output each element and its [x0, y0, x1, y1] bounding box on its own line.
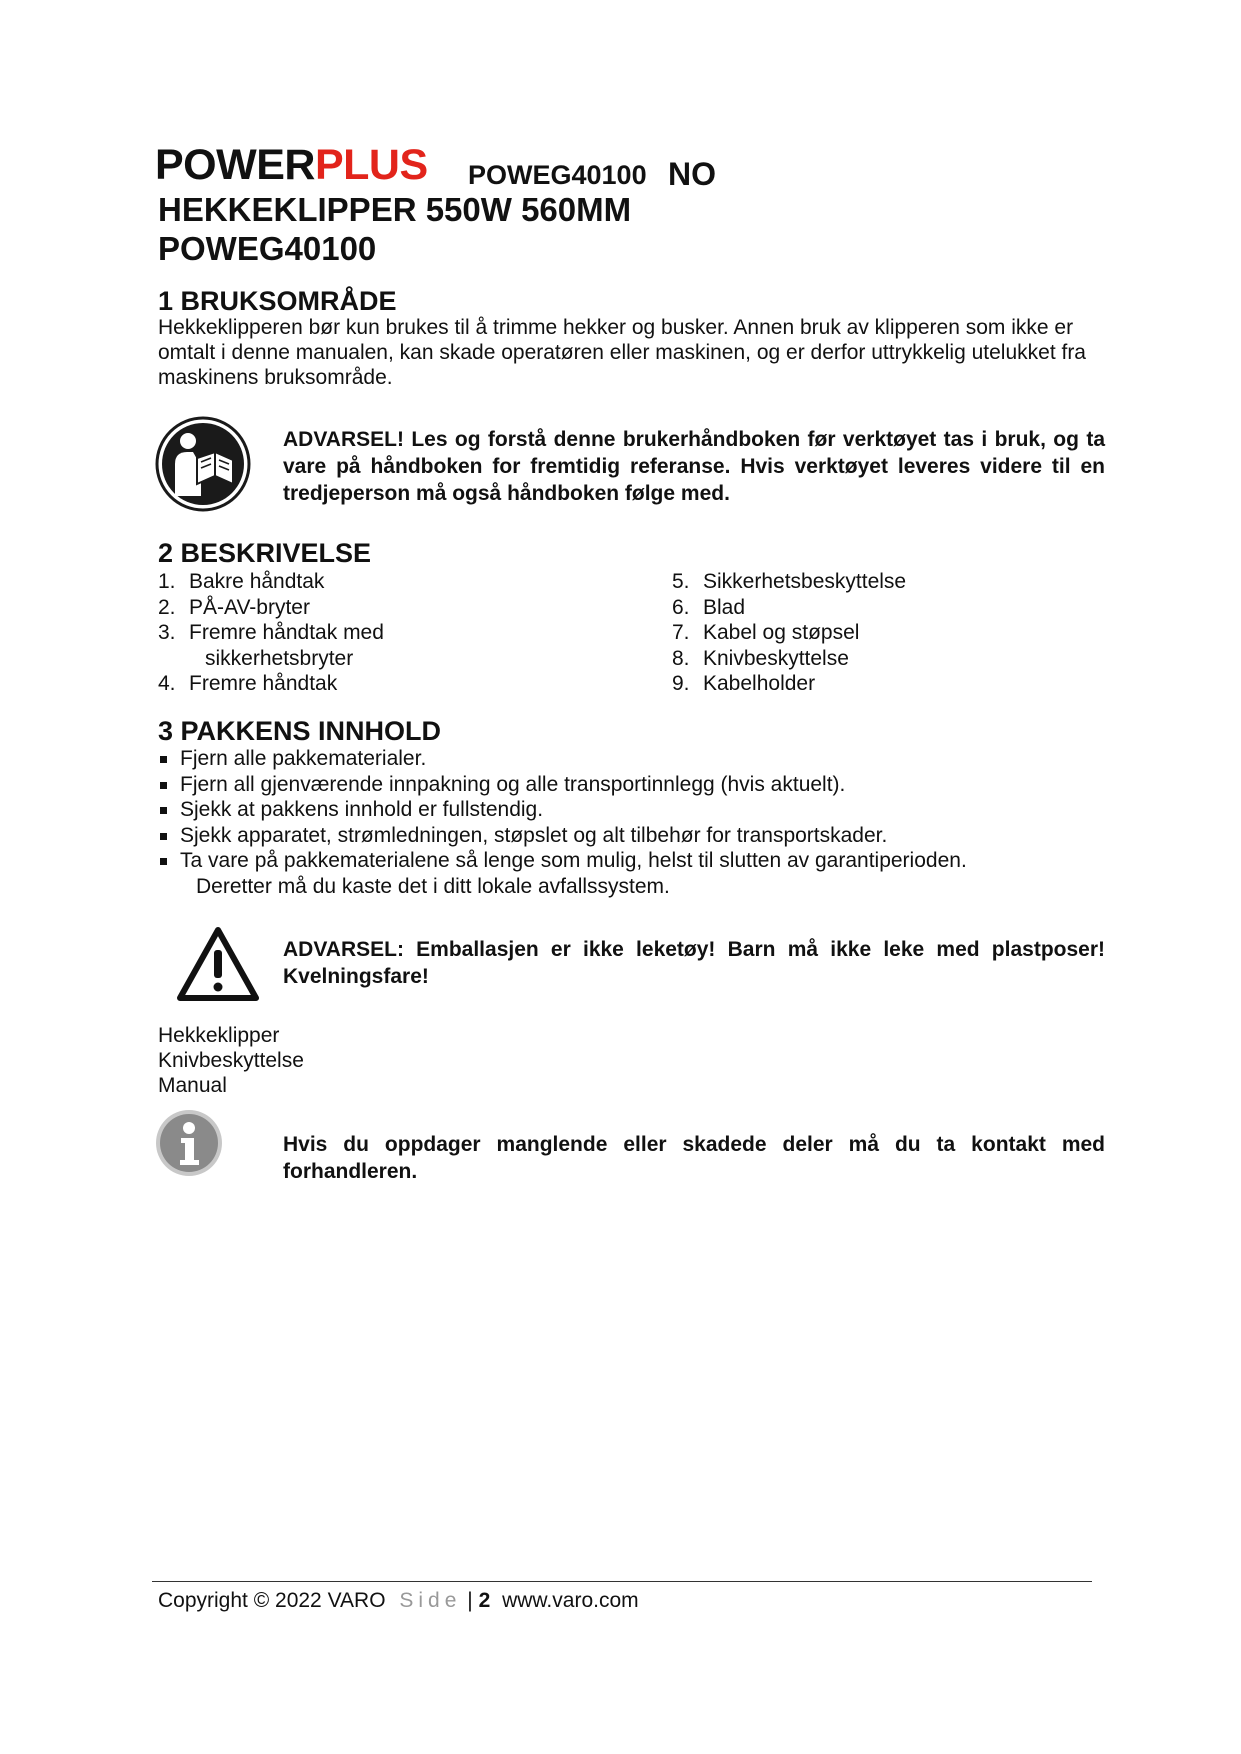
section-3-heading: 3 PAKKENS INNHOLD [158, 716, 442, 746]
bullet-item: Sjekk at pakkens innhold er fullstendig. [158, 797, 967, 823]
section-1-heading: 1 BRUKSOMRÅDE [158, 286, 397, 316]
description-list-left [158, 569, 384, 697]
page-subtitle: POWEG40100 [158, 230, 377, 267]
package-contents-list [158, 1023, 304, 1098]
brand-logo-power: POWER [155, 141, 315, 189]
bullet-item: Fjern all gjenværende innpakning og alle transportinnlegg (hvis aktuelt). [158, 772, 967, 798]
list-item: 3. Fremre håndtak med [158, 621, 384, 644]
read-manual-icon [153, 414, 253, 514]
brand-logo [155, 141, 428, 189]
list-item: 2. PÅ-AV-bryter [158, 595, 310, 619]
page-title: HEKKEKLIPPER 550W 560MM [158, 191, 632, 228]
packaging-warning-text: ADVARSEL: Emballasjen er ikke leketøy! Barn må ikke leke med plastposer! Kvelningsfare! [283, 938, 1105, 988]
info-text: Hvis du oppdager manglende eller skadede deler må du ta kontakt med forhandleren. [283, 1133, 1105, 1183]
list-item: 4. Fremre håndtak [158, 672, 338, 695]
footer-separator: | [467, 1589, 473, 1612]
list-item: 5. Sikkerhetsbeskyttelse [672, 570, 907, 593]
package-bullet-list [158, 746, 967, 899]
section-1-text: Hekkeklipperen bør kun brukes til å trimme hekker og busker. Annen bruk av klipperen som ikke er omtalt i denne manualen, kan skade operatøren eller maskinen, og er derfor uttrykkelig utelukket fra maskinens bruksområde. [158, 316, 1086, 389]
info-icon [154, 1108, 224, 1178]
page-footer [158, 1588, 639, 1613]
list-item: Manual [158, 1074, 227, 1097]
list-item: 7. Kabel og støpsel [672, 621, 860, 644]
footer-divider [152, 1581, 1092, 1582]
list-item-continuation: sikkerhetsbryter [205, 646, 354, 670]
list-item: Knivbeskyttelse [158, 1049, 304, 1072]
warning-triangle-icon [176, 926, 260, 1002]
list-item: 6. Blad [672, 595, 746, 619]
footer-page-number: 2 [478, 1589, 491, 1612]
bullet-item: Fjern alle pakkematerialer. [158, 746, 967, 772]
model-code: POWEG40100 [468, 160, 647, 190]
bullet-item-continuation: Deretter må du kaste det i ditt lokale avfallssystem. [196, 874, 670, 898]
manual-warning-text: ADVARSEL! Les og forstå denne brukerhåndboken før verktøyet tas i bruk, og ta vare på håndboken for fremtidig referanse. Hvis verktøyet leveres videre til en tredjeperson må også håndboken følge med. [283, 428, 1105, 505]
description-list-right [672, 569, 906, 697]
list-item: 9. Kabelholder [672, 672, 816, 695]
footer-side-label: Side [399, 1589, 462, 1612]
list-item: Hekkeklipper [158, 1024, 280, 1047]
bullet-item: Sjekk apparatet, strømledningen, støpslet og alt tilbehør for transportskader. [158, 823, 967, 849]
language-code: NO [668, 156, 716, 192]
section-2-heading: 2 BESKRIVELSE [158, 538, 372, 568]
bullet-item: Ta vare på pakkematerialene så lenge som mulig, helst til slutten av garantiperioden. [158, 848, 967, 874]
footer-copyright: Copyright © 2022 VARO [158, 1589, 386, 1612]
footer-website: www.varo.com [502, 1589, 639, 1612]
list-item: 8. Knivbeskyttelse [672, 646, 849, 670]
brand-logo-plus: PLUS [314, 141, 428, 189]
list-item: 1. Bakre håndtak [158, 570, 325, 593]
